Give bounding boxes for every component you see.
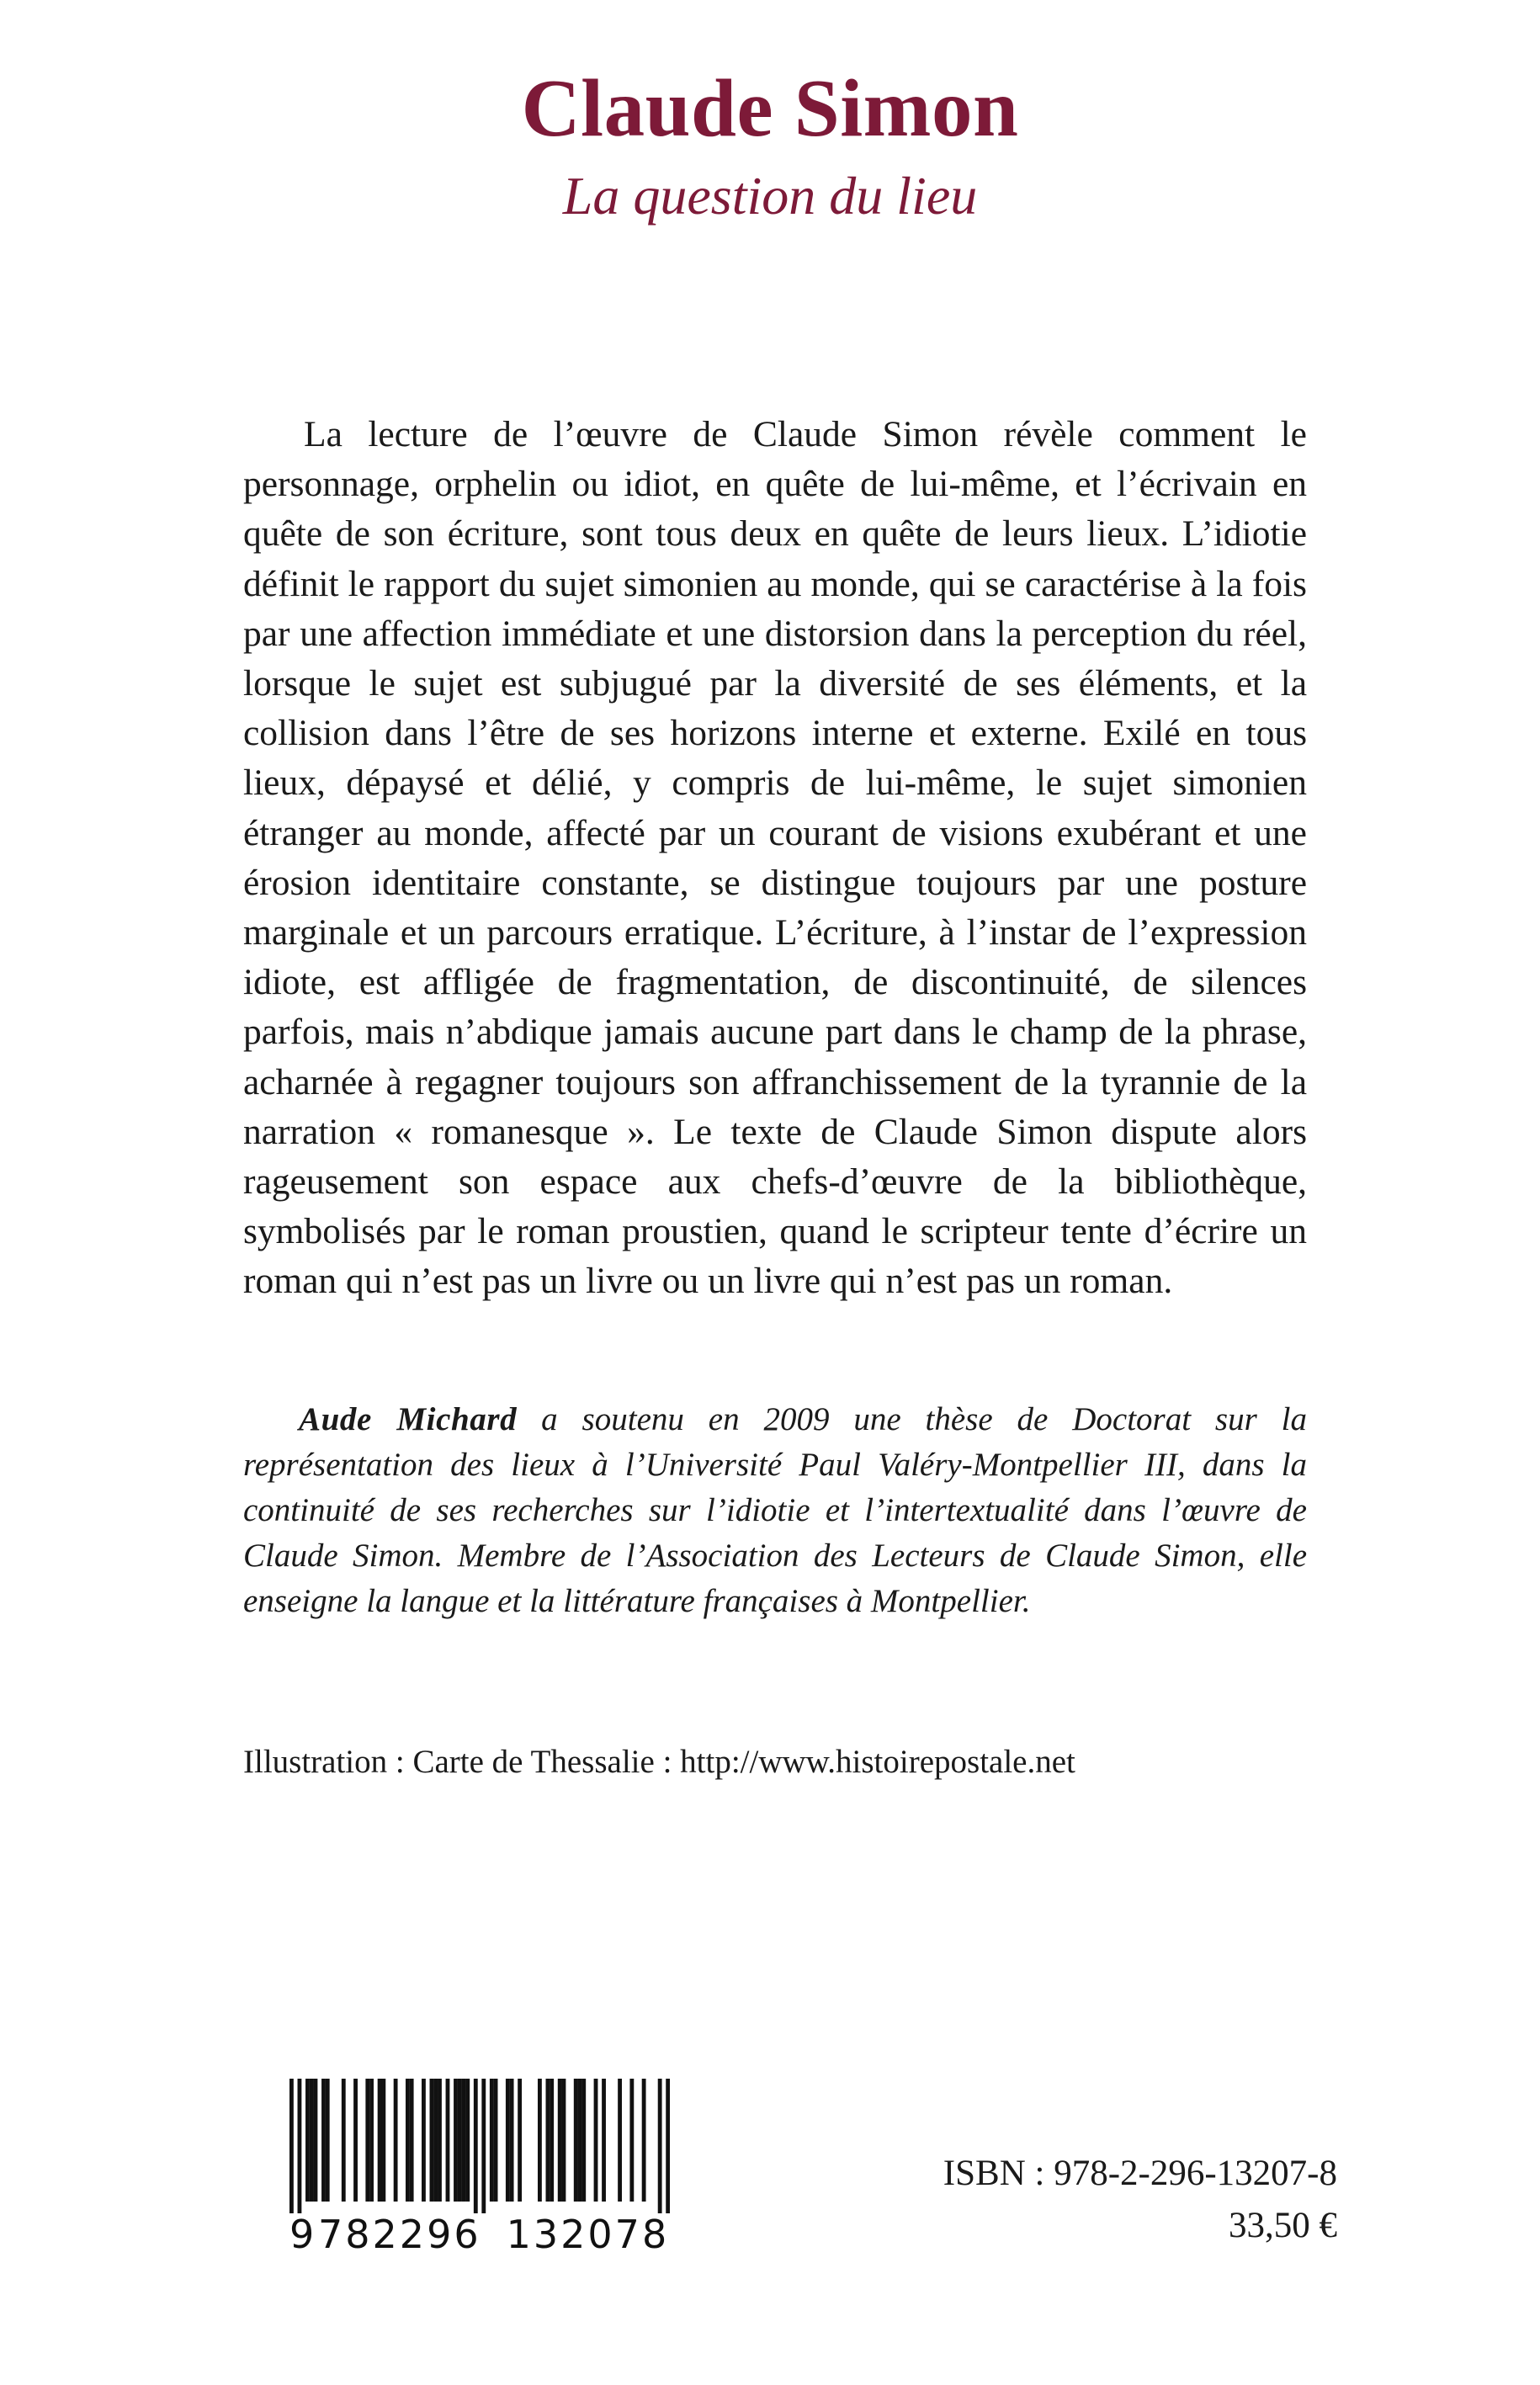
author-bio-text: a soutenu en 2009 une thèse de Doctorat sur la représentation des lieux à l’Université Paul Valéry-Montpellier III, dans la continuité de ses recherches sur l’idiotie et l’intertextualité dans l’œuvre de Claude Simon. Membre de l’Association des Lecteurs de Claude Simon, elle enseigne la langue et la littérature françaises à Montpellier. bbox=[243, 1401, 1308, 1619]
price-text: 33,50 € bbox=[1229, 2206, 1337, 2245]
illustration-credit: Illustration : Carte de Thessalie : http://www.histoirepostale.net bbox=[243, 1744, 1075, 1780]
barcode-digits bbox=[289, 2212, 670, 2257]
footer-bar bbox=[243, 2079, 1337, 2289]
title-block bbox=[0, 63, 1540, 229]
author-name: Aude Michard bbox=[299, 1401, 518, 1437]
page-title: Claude Simon bbox=[521, 63, 1019, 153]
barcode-group-left: 782296 bbox=[318, 2212, 481, 2257]
author-bio bbox=[243, 1397, 1307, 1624]
isbn-text: ISBN : 978-2-296-13207-8 bbox=[943, 2154, 1337, 2193]
page-subtitle: La question du lieu bbox=[562, 165, 978, 226]
barcode-group-right: 132078 bbox=[506, 2212, 670, 2257]
barcode-lead-digit: 9 bbox=[289, 2212, 317, 2257]
barcode-bars-icon bbox=[289, 2079, 670, 2213]
blurb-paragraph: La lecture de l’œuvre de Claude Simon révèle comment le personnage, orphelin ou idiot, en quête de lui-même, et l’écrivain en quête de son écriture, sont tous deux en quête de leurs lieux. L’idiotie définit le rapport du sujet simonien au monde, qui se caractérise à la fois par une affection immédiate et une distorsion dans la perception du réel, lorsque le sujet est subjugué par la diversité de ses éléments, et la collision dans l’être de ses horizons interne et externe. Exilé en tous lieux, dépaysé et délié, y compris de lui-même, le sujet simonien étranger au monde, affecté par un courant de visions exubérant et une érosion identitaire constante, se distingue toujours par une posture marginale et un parcours erratique. L’écriture, à l’instar de l’expression idiote, est affligée de fragmentation, de discontinuité, de silences parfois, mais n’abdique jamais aucune part dans le champ de la phrase, acharnée à regagner toujours son affranchissement de la tyrannie de la narration « romanesque ». Le texte de Claude Simon dispute alors rageusement son espace aux chefs-d’œuvre de la bibliothèque, symbolisés par le roman proustien, quand le scripteur tente d’écrire un roman qui n’est pas un livre ou un livre qui n’est pas un roman. bbox=[243, 414, 1307, 1302]
barcode bbox=[289, 2079, 670, 2257]
isbn-block bbox=[748, 2148, 1337, 2252]
